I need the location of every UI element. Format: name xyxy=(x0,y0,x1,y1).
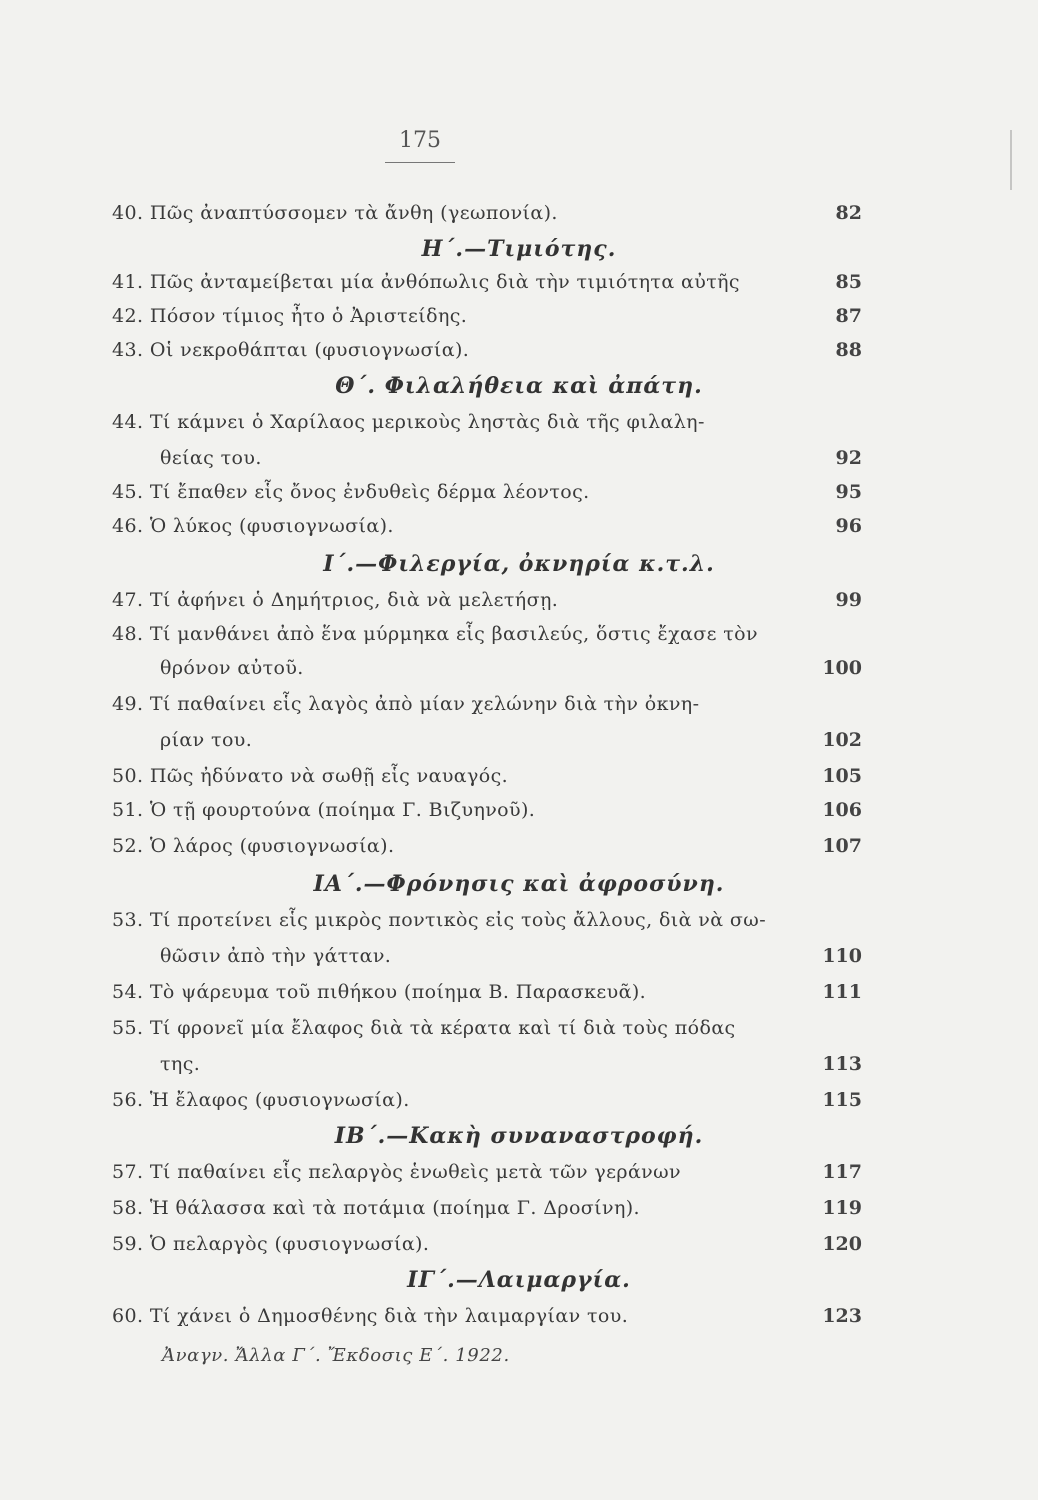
toc-page-number: 123 xyxy=(822,1305,862,1327)
toc-page-number: 119 xyxy=(822,1197,862,1219)
page-number: 175 xyxy=(399,128,441,153)
toc-page-number: 111 xyxy=(822,981,862,1003)
toc-entry-text: 47. Τί ἀφήνει ὁ Δημήτριος, διὰ νὰ μελετήσῃ. xyxy=(112,589,559,611)
toc-page-number: 107 xyxy=(822,835,862,857)
toc-entry xyxy=(0,829,1038,863)
toc-page-number: 106 xyxy=(822,799,862,821)
toc-page-number: 117 xyxy=(822,1161,862,1183)
toc-entry-text: ρίαν του. xyxy=(160,729,253,751)
toc-entry xyxy=(0,299,1038,333)
toc-entry-text: 56. Ἡ ἔλαφος (φυσιογνωσία). xyxy=(112,1089,410,1111)
toc-page-number: 95 xyxy=(835,481,862,503)
toc-page-number: 110 xyxy=(822,945,862,967)
section-heading: ΙΒ΄.—Κακὴ συναναστροφή. xyxy=(334,1123,704,1149)
toc-entry-text: 59. Ὁ πελαργὸς (φυσιογνωσία). xyxy=(112,1233,430,1255)
toc-entry-text: 52. Ὁ λάρος (φυσιογνωσία). xyxy=(112,835,395,857)
section-heading: Θ΄. Φιλαλήθεια καὶ ἀπάτη. xyxy=(335,373,703,399)
toc-entry-text: 40. Πῶς ἀναπτύσσομεν τὰ ἄνθη (γεωπονία). xyxy=(112,202,558,224)
toc-entry-continuation xyxy=(0,939,1038,973)
section-heading: Ι΄.—Φιλεργία, ὀκνηρία κ.τ.λ. xyxy=(323,551,715,577)
toc-entry xyxy=(0,1227,1038,1261)
toc-entry-continuation xyxy=(0,441,1038,475)
toc-page-number: 113 xyxy=(822,1053,862,1075)
toc-page-number: 100 xyxy=(822,657,862,679)
toc-entry-text: 41. Πῶς ἀνταμείβεται μία ἀνθόπωλις διὰ τὴν τιμιότητα αὐτῆς xyxy=(112,271,740,293)
page-fold-mark xyxy=(1010,130,1012,190)
toc-entry xyxy=(0,617,1038,651)
toc-entry xyxy=(0,333,1038,367)
toc-entry-text: 60. Τί χάνει ὁ Δημοσθένης διὰ τὴν λαιμαργίαν του. xyxy=(112,1305,629,1327)
page-number-rule xyxy=(385,162,455,163)
toc-entry xyxy=(0,509,1038,543)
toc-entry-text: 55. Τί φρονεῖ μία ἔλαφος διὰ τὰ κέρατα καὶ τί διὰ τοὺς πόδας xyxy=(112,1017,736,1039)
toc-entry xyxy=(0,1011,1038,1045)
toc-entry-text: 43. Οἱ νεκροθάπται (φυσιογνωσία). xyxy=(112,339,470,361)
toc-entry-text: 48. Τί μανθάνει ἀπὸ ἕνα μύρμηκα εἷς βασιλεύς, ὅστις ἔχασε τὸν xyxy=(112,623,758,645)
section-heading: ΙΓ΄.—Λαιμαργία. xyxy=(407,1267,631,1293)
toc-entry xyxy=(0,583,1038,617)
toc-entry-text: 53. Τί προτείνει εἷς μικρὸς ποντικὸς εἰς τοὺς ἄλλους, διὰ νὰ σω- xyxy=(112,909,767,931)
toc-entry xyxy=(0,903,1038,937)
section-heading: ΙΑ΄.—Φρόνησις καὶ ἀφροσύνη. xyxy=(313,871,725,897)
toc-entry-text: 57. Τί παθαίνει εἷς πελαργὸς ἑνωθεὶς μετὰ τῶν γεράνων xyxy=(112,1161,681,1183)
toc-page-number: 88 xyxy=(835,339,862,361)
toc-page-number: 87 xyxy=(835,305,862,327)
toc-entry-text: 42. Πόσον τίμιος ἦτο ὁ Ἀριστείδης. xyxy=(112,305,468,327)
toc-entry-text: 45. Τί ἔπαθεν εἷς ὄνος ἐνδυθεὶς δέρμα λέοντος. xyxy=(112,481,590,503)
toc-entry xyxy=(0,975,1038,1009)
section-heading: Η΄.—Τιμιότης. xyxy=(421,236,617,262)
toc-page-number: 102 xyxy=(822,729,862,751)
toc-entry-continuation xyxy=(0,723,1038,757)
toc-entry xyxy=(0,1299,1038,1333)
toc-entry xyxy=(0,1083,1038,1117)
toc-page-number: 105 xyxy=(822,765,862,787)
toc-entry xyxy=(0,196,1038,230)
toc-entry-text: θῶσιν ἀπὸ τὴν γάτταν. xyxy=(160,945,392,967)
toc-entry-text: 44. Τί κάμνει ὁ Χαρίλαος μερικοὺς ληστὰς διὰ τῆς φιλαλη- xyxy=(112,411,705,433)
toc-entry xyxy=(0,793,1038,827)
footer-note: Ἀναγν. Ἄλλα Γ΄. Ἔκδοσις Ε΄. 1922. xyxy=(162,1345,510,1366)
toc-entry xyxy=(0,405,1038,439)
toc-entry-continuation xyxy=(0,1047,1038,1081)
toc-entry xyxy=(0,1191,1038,1225)
toc-page-number: 85 xyxy=(835,271,862,293)
toc-entry-text: 49. Τί παθαίνει εἷς λαγὸς ἀπὸ μίαν χελώνην διὰ τὴν ὀκνη- xyxy=(112,693,700,715)
toc-page-number: 92 xyxy=(835,447,862,469)
toc-entry-text: θρόνον αὐτοῦ. xyxy=(160,657,304,679)
toc-entry-text: 51. Ὁ τῇ φουρτούνα (ποίημα Γ. Βιζυηνοῦ). xyxy=(112,799,536,821)
toc-entry xyxy=(0,687,1038,721)
toc-page-number: 120 xyxy=(822,1233,862,1255)
toc-entry-text: της. xyxy=(160,1053,201,1075)
toc-entry xyxy=(0,265,1038,299)
toc-entry-text: 50. Πῶς ἠδύνατο νὰ σωθῇ εἷς ναυαγός. xyxy=(112,765,509,787)
toc-entry xyxy=(0,759,1038,793)
toc-page-number: 82 xyxy=(835,202,862,224)
toc-entry-continuation xyxy=(0,651,1038,685)
toc-page-number: 115 xyxy=(822,1089,862,1111)
toc-entry-text: θείας του. xyxy=(160,447,262,469)
toc-entry xyxy=(0,475,1038,509)
toc-page-number: 96 xyxy=(835,515,862,537)
toc-entry-text: 58. Ἡ θάλασσα καὶ τὰ ποτάμια (ποίημα Γ. Δροσίνη). xyxy=(112,1197,640,1219)
toc-page-number: 99 xyxy=(835,589,862,611)
toc-entry-text: 54. Τὸ ψάρευμα τοῦ πιθήκου (ποίημα Β. Παρασκευᾶ). xyxy=(112,981,647,1003)
toc-entry-text: 46. Ὁ λύκος (φυσιογνωσία). xyxy=(112,515,394,537)
toc-entry xyxy=(0,1155,1038,1189)
